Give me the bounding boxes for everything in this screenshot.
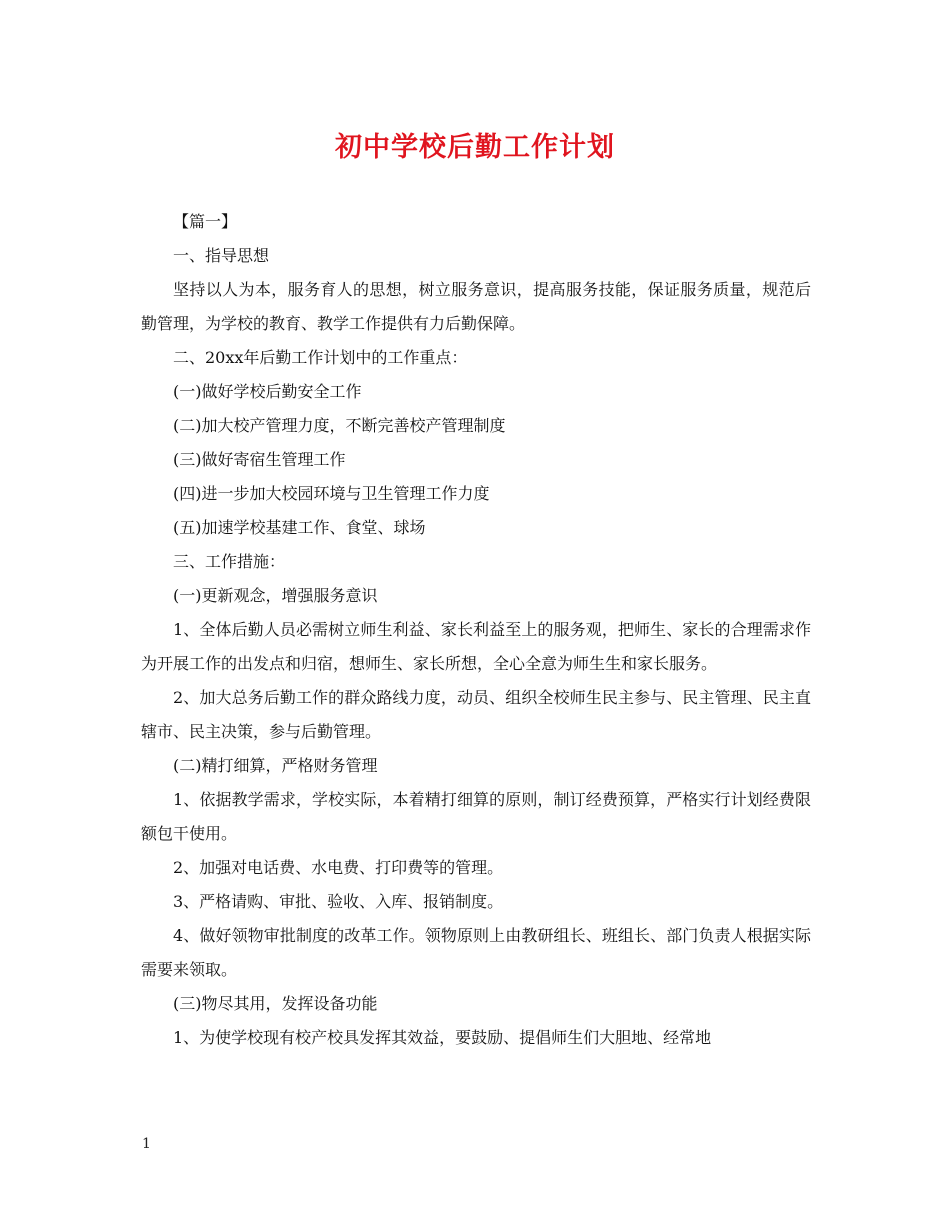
paragraph-measure-1-1: 1、全体后勤人员必需树立师生利益、家长利益至上的服务观，把师生、家长的合理需求作为开展工作的出发点和归宿，想师生、家长所想，全心全意为师生生和家长服务。 <box>141 620 811 673</box>
paragraph-measure-2-2: 2、加强对电话费、水电费、打印费等的管理。 <box>173 858 504 877</box>
subheading-measure-3: (三)物尽其用，发挥设备功能 <box>173 994 378 1013</box>
list-item-focus-1: (一)做好学校后勤安全工作 <box>173 382 362 401</box>
paragraph-measure-3-1: 1、为使学校现有校产校具发挥其效益，要鼓励、提倡师生们大胆地、经常地 <box>173 1028 712 1047</box>
subheading-measure-1: (一)更新观念，增强服务意识 <box>173 586 378 605</box>
subheading-measure-2: (二)精打细算，严格财务管理 <box>173 756 378 775</box>
heading-guiding-thought: 一、指导思想 <box>173 246 270 265</box>
paragraph-measure-2-4: 4、做好领物审批制度的改革工作。领物原则上由教研组长、班组长、部门负责人根据实际需要来领取。 <box>141 926 811 979</box>
paragraph-measure-1-2: 2、加大总务后勤工作的群众路线力度，动员、组织全校师生民主参与、民主管理、民主直辖市、民主决策，参与后勤管理。 <box>141 688 811 741</box>
document-body <box>141 205 811 1055</box>
page-number: 1 <box>142 1136 151 1152</box>
heading-work-measures: 三、工作措施： <box>173 552 286 571</box>
list-item-focus-5: (五)加速学校基建工作、食堂、球场 <box>173 518 426 537</box>
list-item-focus-2: (二)加大校产管理力度，不断完善校产管理制度 <box>173 416 506 435</box>
list-item-focus-4: (四)进一步加大校园环境与卫生管理工作力度 <box>173 484 490 503</box>
document-title: 初中学校后勤工作计划 <box>335 132 615 163</box>
list-item-focus-3: (三)做好寄宿生管理工作 <box>173 450 346 469</box>
paragraph-guiding-thought: 坚持以人为本，服务育人的思想，树立服务意识，提高服务技能，保证服务质量，规范后勤管理，为学校的教育、教学工作提供有力后勤保障。 <box>141 280 811 333</box>
paragraph-measure-2-3: 3、严格请购、审批、验收、入库、报销制度。 <box>173 892 504 911</box>
paragraph-measure-2-1: 1、依据教学需求，学校实际，本着精打细算的原则，制订经费预算，严格实行计划经费限额包干使用。 <box>141 790 811 843</box>
heading-work-focus: 二、20xx年后勤工作计划中的工作重点： <box>173 348 468 367</box>
section-label-pian-yi: 【篇一】 <box>173 212 238 231</box>
